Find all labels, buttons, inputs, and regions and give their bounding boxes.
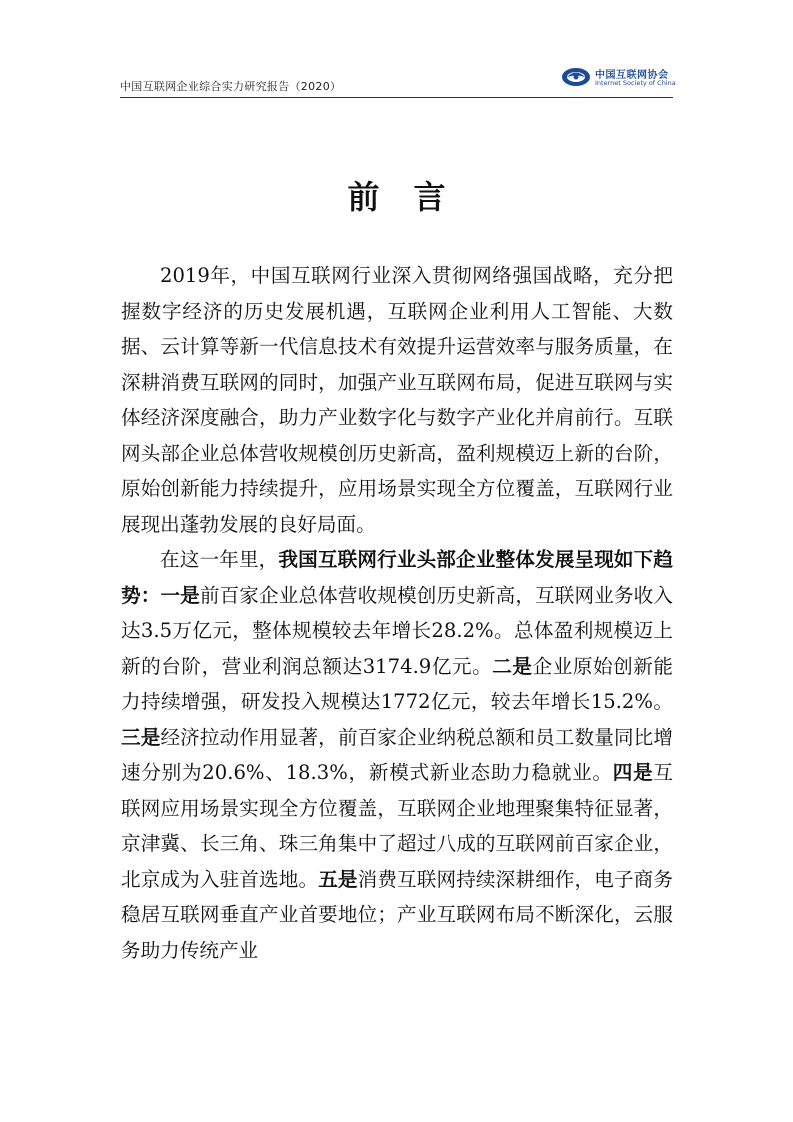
logo-text-en: Internet Society of China [595, 79, 676, 87]
point-2-label: 二是 [492, 654, 533, 678]
para2-lead-bold: 我国互联网行业头部企业整体发展呈现如下趋势： [121, 548, 674, 607]
isc-logo [561, 64, 681, 90]
point-2-text: 企业原始创新能力持续增强，研发投入规模达1772亿元，较去年增长15.2%。 [121, 654, 674, 713]
point-3-label: 三是 [121, 725, 161, 749]
body-text [121, 258, 673, 968]
point-4-label: 四是 [612, 761, 654, 784]
point-1-text: 前百家企业总体营收规模创历史新高，互联网业务收入达3.5万亿元，整体规模较去年增长28.2%。总体盈利规模迈上新的台阶，营业利润总额达3174.9亿元。 [121, 583, 673, 678]
point-3-text: 经济拉动作用显著，前百家企业纳税总额和员工数量同比增速分别为20.6%、18.3%，新模式新业态助力稳就业。 [121, 725, 673, 784]
point-5-text: 消费互联网持续深耕细作，电子商务稳居互联网垂直产业首要地位；产业互联网布局不断深化，云服务助力传统产业 [121, 867, 673, 962]
point-1-label: 一是 [160, 583, 200, 607]
page-header [120, 62, 676, 96]
logo-text-cn: 中国互联网协会 [595, 70, 669, 81]
point-5-label: 五是 [318, 867, 358, 891]
point-4-text: 互联网应用场景实现全方位覆盖，互联网企业地理聚集特征显著，京津冀、长三角、珠三角集中了超过八成的互联网前百家企业，北京成为入驻首选地。 [121, 761, 673, 891]
para2-intro: 在这一年里， [160, 548, 279, 571]
isc-logo-icon [561, 64, 593, 90]
header-divider [120, 97, 673, 98]
paragraph-1: 2019年，中国互联网行业深入贯彻网络强国战略，充分把握数字经济的历史发展机遇，互联网企业利用人工智能、大数据、云计算等新一代信息技术有效提升运营效率与服务质量，在深耕消费互联网的同时，加强产业互联网布局，促进互联网与实体经济深度融合，助力产业数字化与数字产业化并肩前行。互联网头部企业总体营收规模创历史新高，盈利规模迈上新的台阶，原始创新能力持续提升，应用场景实现全方位覆盖，互联网行业展现出蓬勃发展的良好局面。 [121, 264, 673, 536]
page-title: 前言 [347, 178, 480, 216]
report-title: 中国互联网企业综合实力研究报告（2020） [120, 80, 342, 93]
paragraph-2 [121, 542, 673, 968]
